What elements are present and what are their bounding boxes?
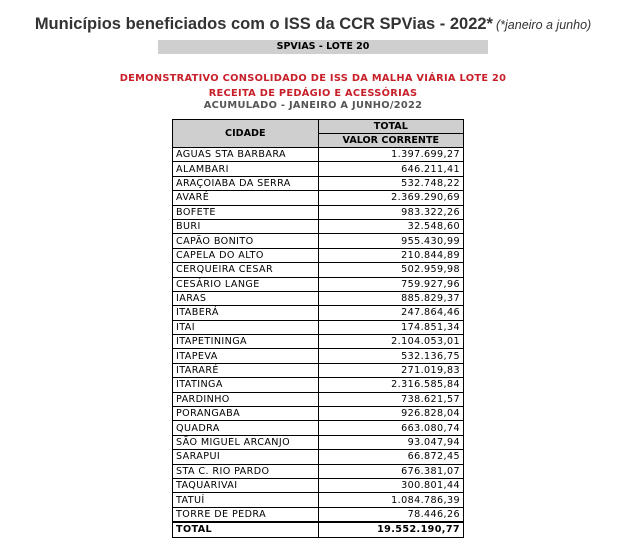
- table-row: [173, 277, 464, 291]
- table-row: [173, 378, 464, 392]
- table-row: [173, 162, 464, 176]
- city-cell: ARAÇOIABA DA SERRA: [173, 176, 319, 190]
- table-row: [173, 507, 464, 522]
- table-row: [173, 335, 464, 349]
- report-title: DEMONSTRATIVO CONSOLIDADO DE ISS DA MALHA VIÁRIA LOTE 20: [119, 73, 507, 84]
- value-cell: 271.019,83: [318, 363, 463, 377]
- city-cell: ITABERÁ: [173, 306, 319, 320]
- city-cell: CAPÃO BONITO: [173, 234, 319, 248]
- value-cell: 759.927,96: [318, 277, 463, 291]
- table-row: [173, 407, 464, 421]
- city-cell: ITARARÉ: [173, 363, 319, 377]
- lot-label-bar: SPVIAS - LOTE 20: [158, 40, 488, 54]
- table-row: [173, 392, 464, 406]
- city-cell: ITAPETININGA: [173, 335, 319, 349]
- city-cell: SARAPUI: [173, 450, 319, 464]
- city-cell: ALAMBARI: [173, 162, 319, 176]
- city-cell: ITAI: [173, 320, 319, 334]
- table-row: [173, 248, 464, 262]
- city-cell: TATUÍ: [173, 493, 319, 507]
- page-title-text: Municípios beneficiados com o ISS da CCR SPVias - 2022*: [34, 15, 493, 33]
- city-cell: IARAS: [173, 291, 319, 305]
- city-cell: BURI: [173, 219, 319, 233]
- table-row: [173, 191, 464, 205]
- value-cell: 1.084.786,39: [318, 493, 463, 507]
- table-row: [173, 291, 464, 305]
- value-cell: 676.381,07: [318, 464, 463, 478]
- table-row: [173, 450, 464, 464]
- city-cell: TORRE DE PEDRA: [173, 507, 319, 522]
- table-body: [173, 148, 464, 523]
- column-header-current-value: VALOR CORRENTE: [318, 134, 463, 148]
- value-cell: 1.397.699,27: [318, 148, 463, 162]
- city-cell: PARDINHO: [173, 392, 319, 406]
- city-cell: AVARÉ: [173, 191, 319, 205]
- value-cell: 532.748,22: [318, 176, 463, 190]
- table-row: [173, 320, 464, 334]
- city-cell: SÃO MIGUEL ARCANJO: [173, 435, 319, 449]
- table-row: [173, 435, 464, 449]
- report-period: ACUMULADO - JANEIRO A JUNHO/2022: [203, 100, 423, 111]
- city-cell: STA C. RIO PARDO: [173, 464, 319, 478]
- table-header-row: [173, 120, 464, 134]
- value-cell: 926.828,04: [318, 407, 463, 421]
- city-cell: ITAPEVA: [173, 349, 319, 363]
- total-row: [173, 522, 464, 537]
- city-cell: QUADRA: [173, 421, 319, 435]
- city-cell: AGUAS STA BARBARA: [173, 148, 319, 162]
- city-cell: PORANGABA: [173, 407, 319, 421]
- value-cell: 174.851,34: [318, 320, 463, 334]
- value-cell: 646.211,41: [318, 162, 463, 176]
- value-cell: 2.316.585,84: [318, 378, 463, 392]
- page-title: [0, 14, 626, 34]
- city-cell: BOFETE: [173, 205, 319, 219]
- city-cell: TAQUARIVAI: [173, 478, 319, 492]
- table-row: [173, 176, 464, 190]
- table-row: [173, 421, 464, 435]
- table-row: [173, 493, 464, 507]
- table-row: [173, 464, 464, 478]
- value-cell: 663.080,74: [318, 421, 463, 435]
- table-row: [173, 363, 464, 377]
- table-row: [173, 205, 464, 219]
- table-row: [173, 219, 464, 233]
- city-cell: ITATINGA: [173, 378, 319, 392]
- value-cell: 2.104.053,01: [318, 335, 463, 349]
- value-cell: 532.136,75: [318, 349, 463, 363]
- value-cell: 502.959,98: [318, 263, 463, 277]
- table-row: [173, 234, 464, 248]
- column-header-city: CIDADE: [173, 120, 319, 148]
- value-cell: 983.322,26: [318, 205, 463, 219]
- city-cell: CERQUEIRA CESAR: [173, 263, 319, 277]
- value-cell: 66.872,45: [318, 450, 463, 464]
- table-row: [173, 349, 464, 363]
- iss-table: [172, 119, 464, 538]
- value-cell: 738.621,57: [318, 392, 463, 406]
- total-label: TOTAL: [173, 522, 319, 537]
- table-row: [173, 306, 464, 320]
- column-header-total: TOTAL: [318, 120, 463, 134]
- value-cell: 78.446,26: [318, 507, 463, 522]
- value-cell: 955.430,99: [318, 234, 463, 248]
- value-cell: 300.801,44: [318, 478, 463, 492]
- report-subtitle: RECEITA DE PEDÁGIO E ACESSÓRIAS: [208, 88, 418, 99]
- value-cell: 93.047,94: [318, 435, 463, 449]
- value-cell: 2.369.290,69: [318, 191, 463, 205]
- table-row: [173, 478, 464, 492]
- value-cell: 247.864,46: [318, 306, 463, 320]
- value-cell: 210.844,89: [318, 248, 463, 262]
- value-cell: 32.548,60: [318, 219, 463, 233]
- value-cell: 885.829,37: [318, 291, 463, 305]
- city-cell: CAPELA DO ALTO: [173, 248, 319, 262]
- table-row: [173, 148, 464, 162]
- period-note: (*janeiro a junho): [495, 18, 592, 32]
- city-cell: CESÁRIO LANGE: [173, 277, 319, 291]
- table-row: [173, 263, 464, 277]
- total-value: 19.552.190,77: [318, 522, 463, 537]
